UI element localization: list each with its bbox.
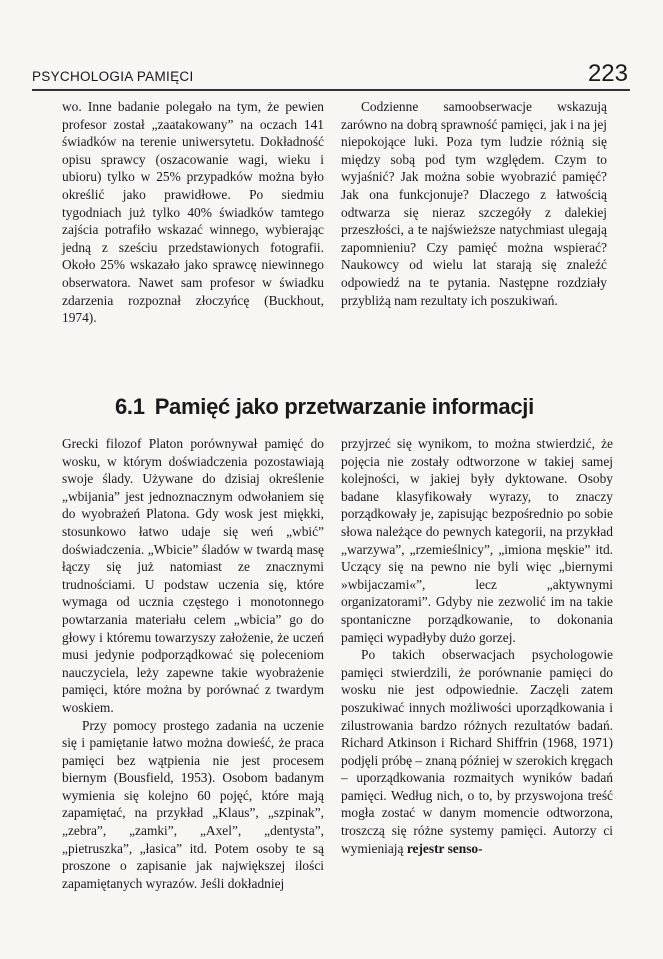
section-number: 6.1 [115, 394, 145, 419]
paragraph-text: Po takich obserwacjach psychologowie pamięci stwierdzili, że porównanie pamięci do wosku nie jest odpowiednie. Zaczęli zatem poszukiwać innych możliwości uporządkowania i zilustrowania bardzo różnych rezultatów badań. Richard Atkinson i Richard Shiffrin (1968, 1971) podjęli próbę – znaną później w szerokich kręgach – uporządkowania rozmaitych wyników badań pamięci. Według nich, o to, by przyswojona treść mogła zostać w danym momencie odtworzona, troszczą się różne systemy pamięci. Autorzy ci wymieniają [341, 647, 613, 856]
paragraph: przyjrzeć się wynikom, to można stwierdzić, że pojęcia nie zostały odtworzone w takiej samej kolejności, w jakiej były dyktowane. Osoby badane klasyfikowały wyrazy, to znaczy porządkowały je, zapisując bezpośrednio po sobie słowa należące do pewnych kategorii, na przykład „warzywa”, „rzemieślnicy”, „imiona męskie” itd. Uczący się na pewno nie byli więc „biernymi »wbijaczami«”, lecz „aktywnymi organizatorami”. Gdyby nie zezwolić im na takie spontaniczne porządkowanie, to dokonania pamięci wypadłyby dużo gorzej. [341, 436, 613, 645]
top-left-column [62, 98, 324, 327]
running-head [32, 62, 630, 88]
section-heading [115, 394, 595, 420]
bottom-right-column [341, 435, 613, 857]
bottom-left-column [62, 435, 324, 892]
running-title: PSYCHOLOGIA PAMIĘCI [32, 69, 194, 84]
paragraph: Grecki filozof Platon porównywał pamięć do wosku, w którym doświadczenia pozostawiają swoje ślady. Używane do dzisiaj określenie „wbijania” jest jednoznacznym odwołaniem się do wyobrażeń Platona. Gdy wosk jest miękki, stosunkowo łatwo udaje się weń „wbić” doświadczenia. „Wbicie” śladów w twardą masę łączy się już natomiast ze znacznymi trudnościami. U podstaw uczenia się, które wymaga od ucznia częstego i monotonnego powtarzania materiału celem „wbicia” go do głowy i któremu towarzyszy założenie, że uczeń musi jedynie podporządkować się poleceniom nauczyciela, leży zapewne takie wyobrażenie pamięci, które można by porównać z twardym woskiem. [62, 436, 324, 715]
header-rule [32, 89, 630, 91]
paragraph: Codzienne samoobserwacje wskazują zarówno na dobrą sprawność pamięci, jak i na jej niepokojące luki. Poza tym ludzie różnią się między sobą pod tym względem. Czym to wyjaśnić? Jak można sobie wyobrazić pamięć? Jak ona funkcjonuje? Dlaczego z łatwością odtwarza się nieraz szczegóły z dalekiej przeszłości, a te najświeższe natychmiast ulegają zapomnieniu? Czy pamięć można wspierać? Naukowcy od wielu lat starają się znaleźć odpowiedź na te pytania. Następne rozdziały przybliżą nam rezultaty ich poszukiwań. [341, 99, 607, 308]
paragraph: wo. Inne badanie polegało na tym, że pewien profesor został „zaatakowany” na oczach 141 świadków na terenie uniwersytetu. Dokładność opisu sprawcy (oszacowanie wagi, wieku i ubioru) tylko w 25% przypadków można było określić jako prawidłowe. Po siedmiu tygodniach już tylko 40% świadków tamtego zajścia potrafiło wskazać winnego, wybierając jedną z sześciu przedstawionych fotografii. Około 25% wskazało jako sprawcę niewinnego obserwatora. Nawet sam profesor w świadku zdarzenia rozpoznał złoczyńcę (Buckhout, 1974). [62, 99, 324, 326]
paragraph [341, 646, 613, 857]
paragraph: Przy pomocy prostego zadania na uczenie się i pamiętanie łatwo można dowieść, że praca pamięci bez wątpienia nie jest procesem biernym (Bousfield, 1953). Osobom badanym wymienia się kolejno 60 pojęć, które mają zapamiętać, na przykład „Klaus”, „szpinak”, „zebra”, „zamki”, „Axel”, „dentysta”, „pietruszka”, „łasica” itd. Potem osoby te są proszone o zapisanie jak największej ilości zapamiętanych wyrazów. Jeśli dokładniej [62, 717, 324, 891]
page-number: 223 [587, 60, 628, 87]
bold-term: rejestr senso- [406, 840, 483, 856]
section-title: Pamięć jako przetwarzanie informacji [154, 394, 534, 419]
top-right-column [341, 98, 607, 309]
